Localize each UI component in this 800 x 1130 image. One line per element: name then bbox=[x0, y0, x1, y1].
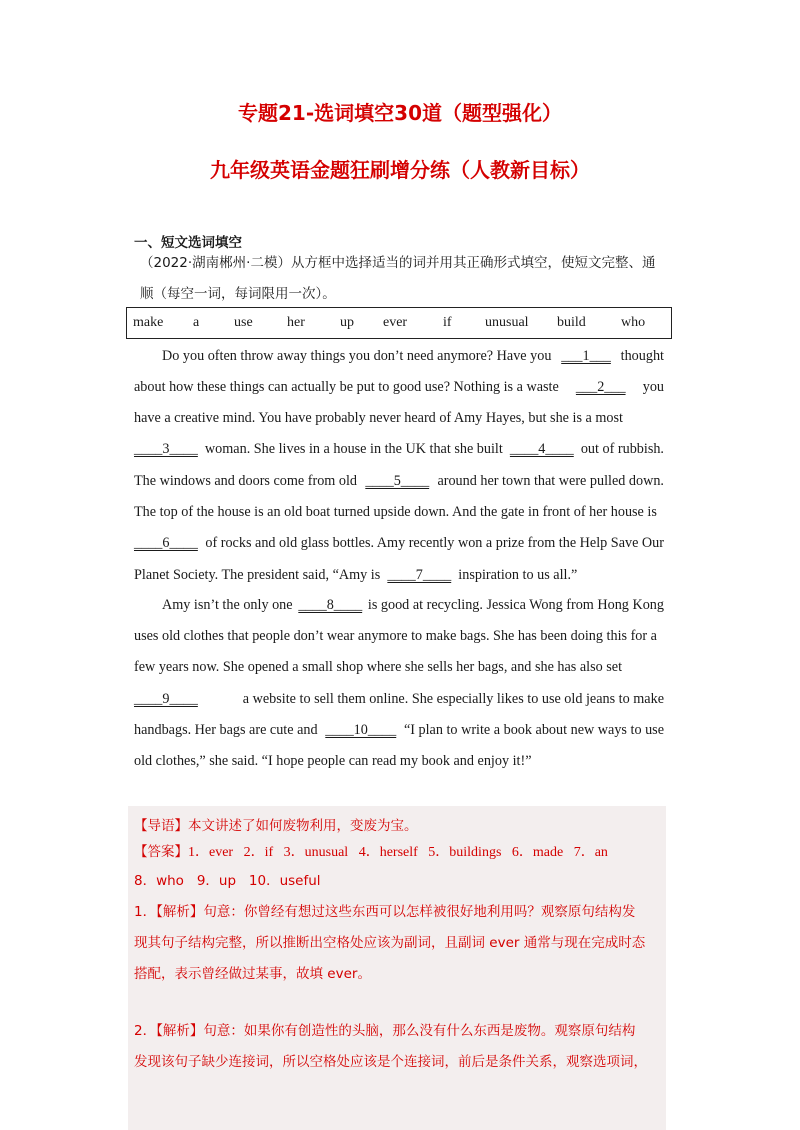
word-bank-item: ever bbox=[383, 315, 408, 330]
blank-9: ____9____ bbox=[134, 691, 198, 707]
answers-text: 8．who 9．up 10．useful bbox=[134, 873, 321, 889]
explanation-line: 现其句子结构完整，所以推断出空格处应该为副词，且副词 ever 通常与现在完成时态 bbox=[134, 935, 646, 951]
passage-text: Do you often throw away things you don’t need anymore? Have you bbox=[162, 348, 552, 364]
explanation-line: 搭配，表示曾经做过某事，故填 ever。 bbox=[134, 966, 371, 982]
passage-text: a website to sell them online. She especially likes to use old jeans to make bbox=[242, 691, 664, 707]
blank-4: ____4____ bbox=[509, 441, 574, 457]
instructions-line: 顺（每空一词，每词限用一次）。 bbox=[140, 286, 336, 302]
section-heading: 一、短文选词填空 bbox=[134, 235, 242, 251]
blank-2: ___2___ bbox=[575, 379, 626, 395]
blank-8: ____8____ bbox=[298, 597, 363, 613]
passage-text: uses old clothes that people don’t wear anymore to make bags. She has been doing this for a bbox=[134, 628, 657, 644]
passage-text: thought bbox=[620, 348, 664, 364]
passage-line bbox=[134, 621, 664, 652]
passage-text: The windows and doors come from old bbox=[134, 473, 358, 489]
word-bank-item: who bbox=[621, 315, 646, 330]
explanation-line: 2．【解析】句意：如果你有创造性的头脑，那么没有什么东西是废物。观察原句结构 bbox=[134, 1023, 636, 1039]
passage-line bbox=[134, 715, 664, 746]
passage-text: handbags. Her bags are cute and bbox=[134, 722, 318, 738]
word-bank-item: if bbox=[443, 315, 452, 330]
word-bank-item: build bbox=[557, 315, 586, 330]
passage-line bbox=[134, 372, 664, 403]
passage-line bbox=[134, 528, 664, 559]
passage-text: woman. She lives in a house in the UK that she built bbox=[204, 441, 503, 457]
passage-line bbox=[134, 403, 664, 434]
instructions bbox=[134, 248, 674, 310]
word-bank bbox=[126, 307, 672, 339]
blank-3: ____3____ bbox=[134, 441, 198, 457]
blank-10: ____10____ bbox=[325, 722, 397, 738]
passage-line bbox=[134, 434, 664, 465]
answers-line bbox=[134, 866, 666, 897]
answers-line bbox=[134, 837, 666, 868]
word-bank-item: make bbox=[133, 315, 164, 330]
blank-1: ___1___ bbox=[561, 348, 611, 364]
passage-text: few years now. She opened a small shop where she sells her bags, and she has also set bbox=[134, 659, 623, 675]
page-subtitle: 九年级英语金题狂刷增分练（人教新目标） bbox=[210, 158, 590, 182]
word-bank-item: a bbox=[193, 315, 200, 330]
passage-line bbox=[134, 466, 664, 497]
passage-line bbox=[162, 341, 664, 372]
passage-line bbox=[162, 590, 664, 621]
passage-text: have a creative mind. You have probably never heard of Amy Hayes, but she is a most bbox=[134, 410, 623, 426]
passage-text: Planet Society. The president said, “Amy is bbox=[134, 567, 381, 583]
passage-line bbox=[134, 652, 664, 683]
passage-text: inspiration to us all.” bbox=[458, 567, 578, 583]
blank-6: ____6____ bbox=[134, 535, 198, 551]
passage-line bbox=[134, 684, 664, 715]
passage-text: Amy isn’t the only one bbox=[162, 597, 293, 613]
passage-line bbox=[134, 497, 664, 528]
answers-text: 1．ever 2．if 3．unusual 4．herself 5．buildings 6．made 7．an bbox=[188, 845, 608, 860]
instructions-line: （2022·湖南郴州·二模）从方框中选择适当的词并用其正确形式填空，使短文完整、通 bbox=[140, 255, 656, 271]
passage-line bbox=[134, 560, 664, 591]
word-bank-item: up bbox=[340, 315, 354, 330]
blank-5: ____5____ bbox=[365, 473, 430, 489]
blank-7: ____7____ bbox=[387, 567, 452, 583]
passage-text: out of rubbish. bbox=[580, 441, 664, 457]
explanation-line: 1．【解析】句意：你曾经有想过这些东西可以怎样被很好地利用吗？观察原句结构发 bbox=[134, 904, 636, 920]
passage-line bbox=[134, 746, 664, 777]
passage-text: of rocks and old glass bottles. Amy recently won a prize from the Help Save Our bbox=[205, 535, 664, 551]
word-bank-item: unusual bbox=[485, 315, 529, 330]
explanation-line: 发现该句子缺少连接词，所以空格处应该是个连接词，前后是条件关系，观察选项词， bbox=[134, 1054, 647, 1070]
word-bank-item: her bbox=[287, 315, 305, 330]
word-bank-item: use bbox=[234, 315, 253, 330]
passage-text: is good at recycling. Jessica Wong from Hong Kong bbox=[367, 597, 664, 613]
page-title: 专题21-选词填空30道（题型强化） bbox=[238, 101, 562, 125]
passage-text: around her town that were pulled down. bbox=[437, 473, 664, 489]
passage-text: about how these things can actually be put to good use? Nothing is a waste bbox=[134, 379, 559, 395]
passage-text: you bbox=[642, 379, 664, 395]
guide-text: 【导语】本文讲述了如何废物利用，变废为宝。 bbox=[134, 818, 418, 834]
passage-text: old clothes,” she said. “I hope people can read my book and enjoy it!” bbox=[134, 753, 532, 769]
passage-text: “I plan to write a book about new ways to use bbox=[403, 722, 664, 738]
passage-text: The top of the house is an old boat turned upside down. And the gate in front of her house is bbox=[134, 504, 657, 520]
answer-label: 【答案】 bbox=[134, 844, 188, 860]
